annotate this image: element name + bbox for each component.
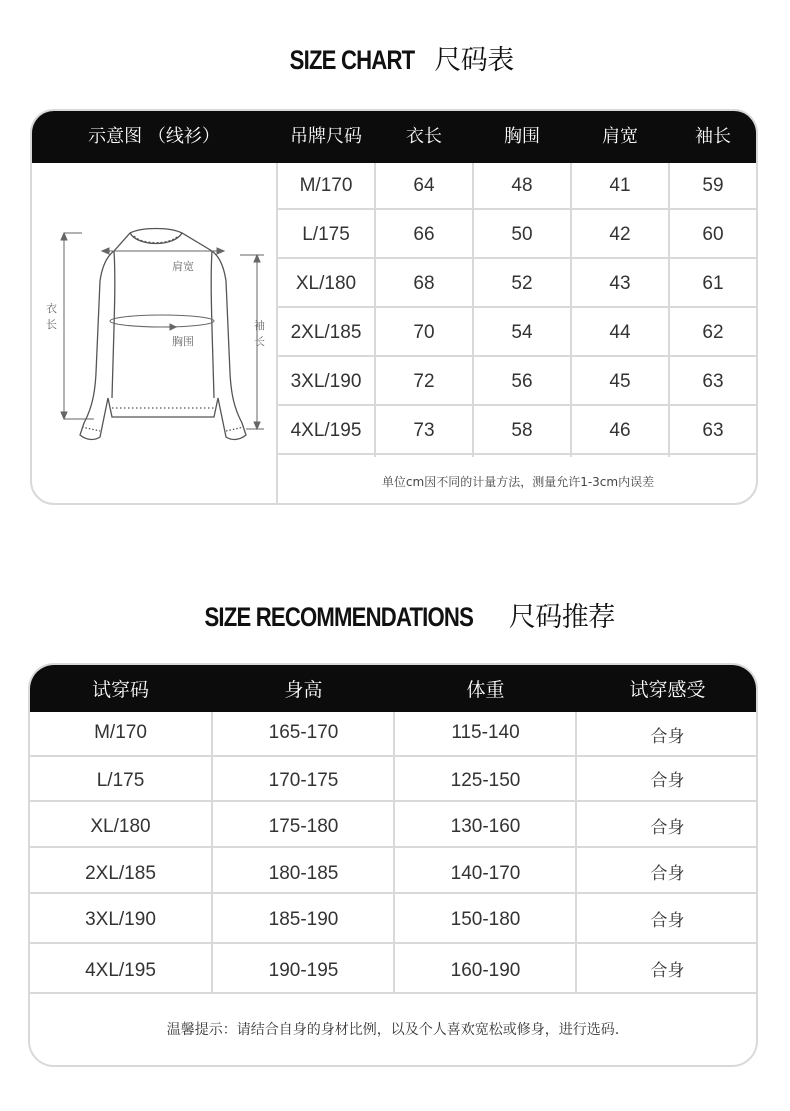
- table-cell: 合身: [650, 911, 685, 931]
- table-cell: 175-180: [268, 816, 339, 837]
- table-cell: 合身: [650, 727, 685, 747]
- table-cell: 170-175: [268, 770, 339, 791]
- table-cell: 185-190: [268, 909, 339, 930]
- recommendations-table: [28, 663, 758, 1067]
- table-cell: 150-180: [450, 909, 521, 930]
- table-cell: 115-140: [451, 722, 520, 743]
- table-cell: 59: [702, 175, 724, 196]
- recommendations-title-en: SIZE RECOMMENDATIONS: [204, 602, 474, 632]
- label-length-2: 长: [46, 318, 57, 331]
- divider: [30, 846, 758, 848]
- table-cell: L/175: [302, 224, 350, 245]
- table-cell: 合身: [650, 961, 685, 981]
- table-cell: 63: [702, 420, 724, 441]
- table-cell: 160-190: [450, 960, 521, 981]
- table-cell: 52: [511, 273, 533, 294]
- table-cell: 60: [702, 224, 724, 245]
- divider: [30, 942, 758, 944]
- table-cell: 46: [609, 420, 631, 441]
- table-cell: 44: [609, 322, 631, 343]
- table-cell: 41: [609, 175, 631, 196]
- table-cell: 45: [609, 371, 631, 392]
- table-cell: 68: [413, 273, 435, 294]
- table-cell: 3XL/190: [290, 371, 362, 392]
- recommendations-note: 温馨提示：请结合自身的身材比例，以及个人喜欢宽松或修身，进行选码.: [166, 1022, 620, 1038]
- header-tag-size: 吊牌尺码: [290, 126, 362, 147]
- table-cell: 54: [511, 322, 533, 343]
- size-chart-title: [0, 38, 790, 77]
- table-cell: 165-170: [268, 722, 339, 743]
- table-cell: 42: [609, 224, 631, 245]
- table-cell: 58: [511, 420, 533, 441]
- header-try-size: 试穿码: [91, 679, 149, 701]
- table-cell: 3XL/190: [85, 909, 156, 930]
- divider: [575, 712, 577, 992]
- divider: [211, 712, 213, 992]
- table-cell: 125-150: [450, 770, 521, 791]
- recommendations-title-zh: 尺码推荐: [508, 602, 615, 633]
- label-chest: 胸围: [172, 335, 194, 348]
- header-chest: 胸围: [504, 126, 540, 147]
- table-cell: 50: [511, 224, 533, 245]
- table-cell: 180-185: [268, 863, 339, 884]
- divider: [30, 800, 758, 802]
- header-length: 衣长: [406, 126, 442, 147]
- header-weight: 体重: [466, 679, 505, 701]
- table-cell: 190-195: [268, 960, 339, 981]
- header-shoulder: 肩宽: [602, 126, 638, 147]
- table-cell: XL/180: [295, 273, 357, 294]
- divider: [30, 992, 758, 994]
- table-cell: 43: [609, 273, 631, 294]
- header-height: 身高: [284, 679, 323, 701]
- table-cell: 48: [511, 175, 533, 196]
- table-cell: M/170: [94, 722, 147, 743]
- sweater-diagram: [42, 223, 277, 453]
- header-diagram: 示意图 （线衫）: [88, 126, 220, 147]
- divider: [393, 712, 395, 992]
- sweater-illustration: [42, 223, 277, 453]
- table-cell: L/175: [96, 770, 145, 791]
- table-cell: 73: [413, 420, 435, 441]
- table-cell: 合身: [650, 864, 685, 884]
- header-sleeve: 袖长: [695, 126, 731, 147]
- table-cell: 合身: [650, 771, 685, 791]
- divider: [30, 892, 758, 894]
- table-cell: 2XL/185: [290, 322, 362, 343]
- size-chart-title-zh: 尺码表: [434, 45, 514, 76]
- table-cell: 140-170: [450, 863, 521, 884]
- label-sleeve-1: 袖: [254, 319, 265, 332]
- table-cell: M/170: [299, 175, 353, 196]
- label-shoulder: 肩宽: [172, 260, 194, 273]
- size-chart-note: 单位cm因不同的计量方法，测量允许1-3cm内误差: [381, 475, 655, 489]
- table-cell: 合身: [650, 818, 685, 838]
- table-cell: 70: [413, 322, 435, 343]
- label-length-1: 衣: [46, 302, 57, 315]
- table-cell: 61: [702, 273, 724, 294]
- label-sleeve-2: 长: [254, 335, 265, 348]
- table-cell: 56: [511, 371, 533, 392]
- table-cell: 4XL/195: [85, 960, 156, 981]
- table-cell: 4XL/195: [290, 420, 362, 441]
- size-chart-table: [30, 109, 758, 505]
- table-cell: 2XL/185: [85, 863, 156, 884]
- size-chart-header: [32, 111, 756, 163]
- table-cell: XL/180: [90, 816, 151, 837]
- table-cell: 64: [413, 175, 435, 196]
- table-cell: 130-160: [450, 816, 521, 837]
- header-fit: 试穿感受: [629, 679, 706, 701]
- size-chart-title-en: SIZE CHART: [289, 45, 415, 75]
- table-cell: 63: [702, 371, 724, 392]
- recommendations-title: [0, 595, 790, 634]
- recommendations-header: [30, 665, 756, 712]
- table-cell: 62: [702, 322, 724, 343]
- divider: [30, 755, 758, 757]
- table-cell: 66: [413, 224, 435, 245]
- table-cell: 72: [413, 371, 435, 392]
